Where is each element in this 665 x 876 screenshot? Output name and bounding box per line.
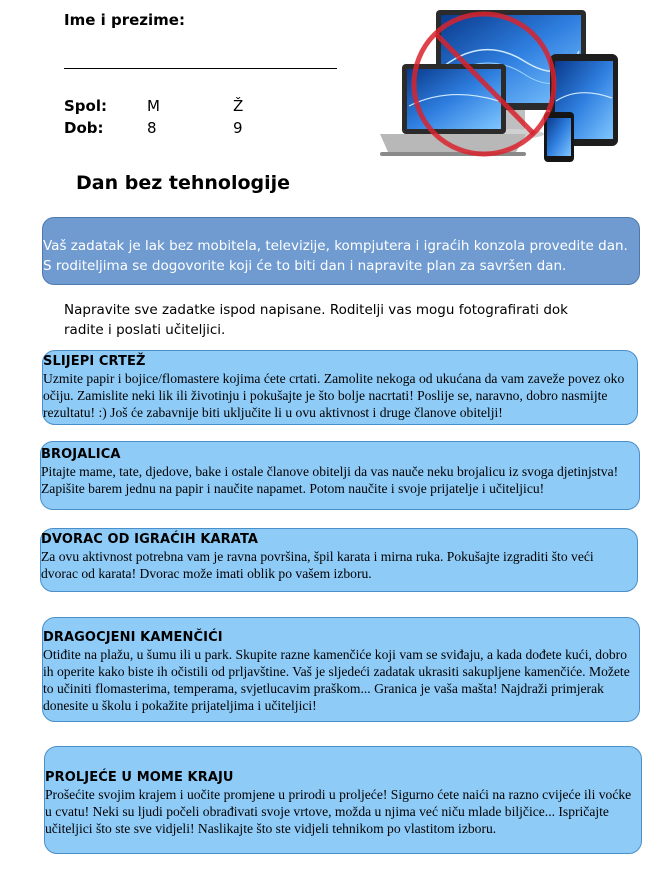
name-label: Ime i prezime: bbox=[64, 11, 185, 29]
task-card-blind-drawing bbox=[42, 350, 638, 425]
task-card-spring bbox=[44, 746, 642, 854]
intro-line-2: S roditeljima se dogovorite koji će to biti dan i napravite plan za savršen dan. bbox=[43, 258, 567, 274]
grade-option-9[interactable]: 9 bbox=[233, 119, 243, 137]
grade-label: Dob: bbox=[64, 119, 104, 137]
sex-option-m[interactable]: M bbox=[147, 97, 160, 115]
grade-option-8[interactable]: 8 bbox=[147, 119, 157, 137]
page-title: Dan bez tehnologije bbox=[76, 172, 291, 194]
task-text: Uzmite papir i bojice/flomastere kojima ćete crtati. Zamolite nekoga od ukućana da vam zaveže povez oko očiju. Zamislite neki lik ili životinju i pokušajte je što bolje nacrtati! Poslije se, naravno, dobro nasmijte rezultatu! :) Još će zabavnije biti uključite li u ovu aktivnost i druge članove obitelji! bbox=[43, 371, 625, 420]
task-title: PROLJEĆE U MOME KRAJU bbox=[45, 770, 234, 785]
intro-box bbox=[42, 217, 640, 285]
task-title: BROJALICA bbox=[41, 447, 121, 462]
task-text: Otiđite na plažu, u šumu ili u park. Skupite razne kamenčiće koji vam se sviđaju, a kada dođete kući, dobro ih operite kako biste ih očistili od prljavštine. Vaš je sljedeći zadatak ukrasiti sakupljene kamenčiće. Možete to učiniti flomasterima, temperama, svjetlucavim praškom... Granica je vaša mašta! Najdraži primjerak donesite u školu i pokažite prijateljima i učiteljici! bbox=[43, 647, 630, 713]
intro-line-1: Vaš zadatak je lak bez mobitela, televizije, kompjutera i igraćih konzola provedite dan. bbox=[43, 238, 628, 254]
task-title: SLIJEPI CRTEŽ bbox=[43, 354, 146, 369]
laptop-icon bbox=[380, 64, 526, 156]
sex-label: Spol: bbox=[64, 97, 107, 115]
task-card-card-castle bbox=[40, 528, 638, 592]
task-title: DRAGOCJENI KAMENČIĆI bbox=[43, 630, 223, 645]
sex-option-z[interactable]: Ž bbox=[233, 97, 244, 115]
task-card-counting-rhyme bbox=[40, 441, 640, 510]
task-card-precious-pebbles bbox=[42, 617, 640, 722]
task-title: DVORAC OD IGRAĆIH KARATA bbox=[41, 532, 259, 547]
no-devices-icon bbox=[374, 6, 624, 166]
phone-icon bbox=[544, 112, 574, 162]
task-text: Za ovu aktivnost potrebna vam je ravna površina, špil karata i mirna ruka. Pokušajte izgraditi što veći dvorac od karata! Dvorac može imati oblik po vašem izboru. bbox=[41, 549, 594, 581]
instructions-text: Napravite sve zadatke ispod napisane. Roditelji vas mogu fotografirati dok radite i poslati učiteljici. bbox=[64, 302, 568, 338]
task-text: Prošećite svojim krajem i uočite promjene u prirodi u proljeće! Sigurno ćete naići na razno cvijeće ili voćke u cvatu! Neki su ljudi počeli obrađivati svoje vrtove, možda u njima već niču mlade biljčice... Ispričajte učiteljici što ste sve vidjeli! Naslikajte što ste vidjeli tehnikom po vlastitom izboru. bbox=[45, 787, 632, 836]
task-text: Pitajte mame, tate, djedove, bake i ostale članove obitelji da vas nauče neku brojalicu iz svoga djetinjstva! Zapišite barem jednu na papir i naučite napamet. Potom naučite i svoje prijatelje i učiteljicu! bbox=[41, 464, 619, 496]
name-line[interactable] bbox=[64, 68, 337, 69]
